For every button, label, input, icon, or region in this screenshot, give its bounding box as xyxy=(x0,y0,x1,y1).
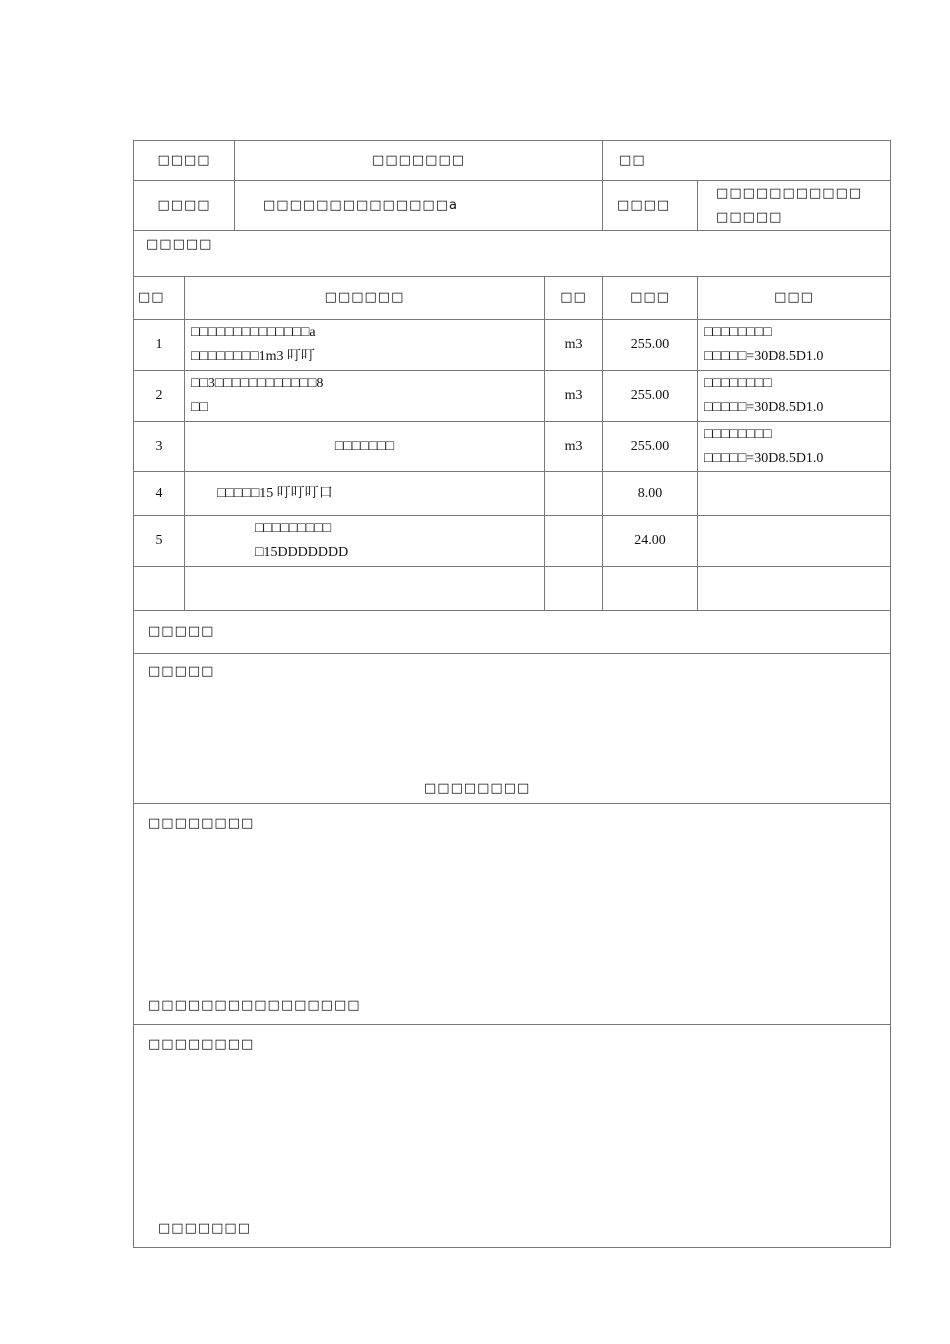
remarks-row xyxy=(134,611,891,654)
header-label-3: □□□□ xyxy=(134,181,235,231)
row-no: 1 xyxy=(134,320,185,371)
empty-cell xyxy=(603,567,698,611)
row-note-line1: □□□□□□□□ xyxy=(704,426,772,442)
header-row-1 xyxy=(134,141,891,181)
row-name-line1: □□□□□□□□□□□□□□a xyxy=(191,325,316,340)
opinion-row-3 xyxy=(134,1025,891,1248)
row-name: □□□□□15 叮叮叮口 xyxy=(185,472,545,516)
row-name-line2: □15DDDDDDD xyxy=(255,545,349,560)
row-qty: 255.00 xyxy=(603,422,698,472)
row-note xyxy=(698,371,891,422)
table-row xyxy=(134,472,891,516)
table-row-empty xyxy=(134,567,891,611)
row-name xyxy=(185,516,545,567)
row-note-line2: □□□□□=30D8.5D1.0 xyxy=(704,349,824,364)
row-no: 4 xyxy=(134,472,185,516)
empty-cell xyxy=(134,567,185,611)
col-header-name: □□□□□□ xyxy=(185,277,545,320)
opinion-row-2 xyxy=(134,804,891,1025)
row-qty: 8.00 xyxy=(603,472,698,516)
header-label-2: □□ xyxy=(603,141,891,181)
table-row xyxy=(134,422,891,472)
row-name-line2: □□ xyxy=(191,400,208,415)
empty-cell xyxy=(545,567,603,611)
row-unit xyxy=(545,472,603,516)
table-row xyxy=(134,320,891,371)
row-note-line1: □□□□□□□□ xyxy=(704,376,772,391)
col-header-note: □□□ xyxy=(698,277,891,320)
header-value-1: □□□□□□□ xyxy=(235,141,603,181)
header-value-4-line2: □□□□□ xyxy=(716,209,783,225)
row-unit: m3 xyxy=(545,422,603,472)
row-name-line1: □□3□□□□□□□□□□□□8 xyxy=(191,376,324,391)
row-unit: m3 xyxy=(545,371,603,422)
row-no: 5 xyxy=(134,516,185,567)
header-value-3-text: □□□□□□□□□□□□□□a xyxy=(263,197,458,213)
row-note xyxy=(698,422,891,472)
row-note-line2: □□□□□=30D8.5D1.0 xyxy=(704,450,824,466)
row-name xyxy=(185,320,545,371)
row-name: □□□□□□□ xyxy=(185,422,545,472)
section-title-row xyxy=(134,231,891,277)
opinion-1-footer: □□□□□□□□ xyxy=(424,781,531,796)
row-qty: 255.00 xyxy=(603,320,698,371)
opinion-block-3 xyxy=(134,1025,891,1248)
row-name xyxy=(185,371,545,422)
column-header-row xyxy=(134,277,891,320)
table-row xyxy=(134,371,891,422)
opinion-2-label: □□□□□□□□ xyxy=(148,816,255,831)
header-value-4-line1: □□□□□□□□□□□ xyxy=(716,185,863,201)
header-value-4 xyxy=(698,181,891,231)
col-header-unit: □□ xyxy=(545,277,603,320)
row-note-line1: □□□□□□□□ xyxy=(704,325,772,340)
header-value-3 xyxy=(235,181,603,231)
row-unit: m3 xyxy=(545,320,603,371)
opinion-1-label: □□□□□ xyxy=(148,664,215,679)
row-qty: 24.00 xyxy=(603,516,698,567)
opinion-3-label: □□□□□□□□ xyxy=(148,1037,255,1052)
row-note xyxy=(698,472,891,516)
row-note-line2: □□□□□=30D8.5D1.0 xyxy=(704,400,824,415)
opinion-block-2 xyxy=(134,804,891,1025)
col-header-qty: □□□ xyxy=(603,277,698,320)
form-sheet xyxy=(133,140,890,1248)
empty-cell xyxy=(185,567,545,611)
row-name-line1: □□□□□□□□□ xyxy=(255,521,332,536)
row-note xyxy=(698,516,891,567)
row-no: 3 xyxy=(134,422,185,472)
opinion-2-footer: □□□□□□□□□□□□□□□□ xyxy=(148,998,361,1013)
row-name-line2: □□□□□□□□1m3 叮叮 xyxy=(191,349,316,364)
col-header-no: □□ xyxy=(134,277,185,320)
row-no: 2 xyxy=(134,371,185,422)
section-title: □□□□□ xyxy=(134,231,891,277)
header-row-2 xyxy=(134,181,891,231)
opinion-block-1 xyxy=(134,654,891,804)
table-row xyxy=(134,516,891,567)
remarks-label: □□□□□ xyxy=(134,611,891,654)
empty-cell xyxy=(698,567,891,611)
row-qty: 255.00 xyxy=(603,371,698,422)
form-table xyxy=(133,140,891,1248)
header-label-4: □□□□ xyxy=(603,181,698,231)
row-unit xyxy=(545,516,603,567)
opinion-row-1 xyxy=(134,654,891,804)
header-label-1: □□□□ xyxy=(134,141,235,181)
opinion-3-footer: □□□□□□□ xyxy=(158,1221,251,1236)
row-note xyxy=(698,320,891,371)
